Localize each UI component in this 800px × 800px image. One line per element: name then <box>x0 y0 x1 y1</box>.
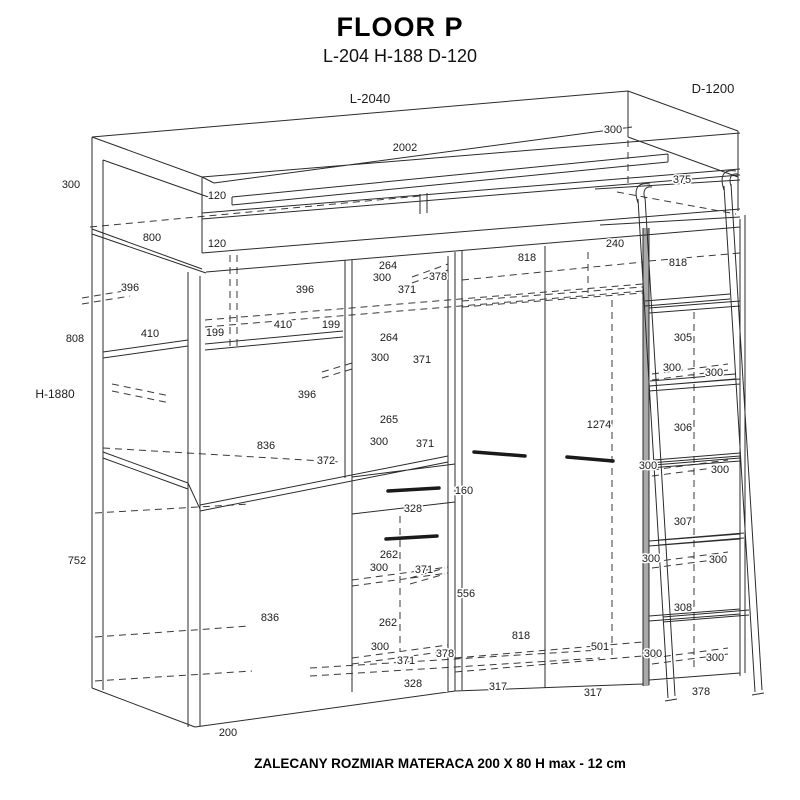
dimension-label: 264 <box>379 332 399 344</box>
dimension-label: L-2040 <box>349 91 391 106</box>
furniture-drawing <box>82 91 764 727</box>
dimension-label: 305 <box>673 332 693 344</box>
dimension-label: 371 <box>412 354 432 366</box>
wardrobe-door-handle-right <box>567 457 613 461</box>
dimension-label: 317 <box>488 681 508 693</box>
dimension-label: 375 <box>672 174 692 186</box>
dimension-labels <box>35 81 734 739</box>
dimension-label: 818 <box>511 630 531 642</box>
dimension-label: 300 <box>662 362 682 374</box>
dimension-label: 371 <box>415 438 435 450</box>
dimension-label: 378 <box>428 271 448 283</box>
page-subtitle: L-204 H-188 D-120 <box>322 46 478 66</box>
dimension-label: H-1880 <box>35 387 75 401</box>
dimension-label: 372 <box>316 455 336 467</box>
mattress-note: ZALECANY ROZMIAR MATERACA 200 X 80 H max - 12 cm <box>254 756 626 771</box>
dimension-label: 808 <box>65 333 85 345</box>
dimension-label: 396 <box>295 284 315 296</box>
wardrobe-door-handle-left <box>474 452 525 456</box>
dimension-label: 328 <box>403 503 423 515</box>
hidden-lines <box>82 140 740 681</box>
dimension-label: 300 <box>705 652 725 664</box>
dimension-label: 1274 <box>586 419 612 431</box>
dimension-label: 300 <box>370 352 390 364</box>
dimension-label: 300 <box>704 367 724 379</box>
dimension-label: 240 <box>605 238 625 250</box>
dimension-label: 328 <box>403 678 423 690</box>
dimension-label: 836 <box>260 612 280 624</box>
dimension-label: 818 <box>668 257 688 269</box>
dimension-label: 300 <box>710 464 730 476</box>
dimension-label: 300 <box>372 272 392 284</box>
dimension-label: 501 <box>590 641 610 653</box>
dimension-label: 378 <box>435 648 455 660</box>
dimension-label: 371 <box>397 284 417 296</box>
dimension-label: 371 <box>396 655 416 667</box>
dimension-label: 300 <box>641 553 661 565</box>
dimension-label: 120 <box>207 190 227 202</box>
dimension-label: 199 <box>321 319 341 331</box>
dimension-label: 300 <box>369 436 389 448</box>
dimension-label: 378 <box>691 686 711 698</box>
dimension-label: 307 <box>673 516 693 528</box>
furniture-outline <box>92 91 764 727</box>
dimension-label: 160 <box>454 485 474 497</box>
drawer-handle-bottom <box>386 536 437 539</box>
drawer-handle-top <box>388 488 439 491</box>
dimension-label: 300 <box>643 648 663 660</box>
dimension-label: 262 <box>378 617 398 629</box>
dimension-label: 200 <box>218 727 238 739</box>
dimension-label: 300 <box>638 460 658 472</box>
dimension-label: 410 <box>273 319 293 331</box>
dimension-label: 306 <box>673 422 693 434</box>
dimension-label: 371 <box>414 564 434 576</box>
dimension-label: 300 <box>370 641 390 653</box>
dimension-label: 300 <box>369 562 389 574</box>
dimension-label: D-1200 <box>691 81 735 96</box>
dimension-label: 396 <box>120 282 140 294</box>
dimension-label: 300 <box>603 124 623 136</box>
dimension-label: 410 <box>140 328 160 340</box>
dimension-label: 752 <box>67 555 87 567</box>
dimension-label: 800 <box>142 232 162 244</box>
dimension-label: 265 <box>379 414 399 426</box>
dimension-label: 556 <box>456 588 476 600</box>
dimension-label: 199 <box>205 327 225 339</box>
dimension-label: 120 <box>207 238 227 250</box>
dimension-label: 308 <box>673 602 693 614</box>
dimension-label: 300 <box>708 554 728 566</box>
dimension-label: 264 <box>378 260 398 272</box>
dimension-label: 317 <box>583 687 603 699</box>
dimension-label: 262 <box>379 549 399 561</box>
dimension-label: 836 <box>256 440 276 452</box>
dimension-label: 2002 <box>392 142 418 154</box>
page-title: FLOOR P <box>336 12 464 42</box>
dimension-label: 396 <box>297 389 317 401</box>
dimension-label: 300 <box>61 179 81 191</box>
dimension-label: 818 <box>517 252 537 264</box>
